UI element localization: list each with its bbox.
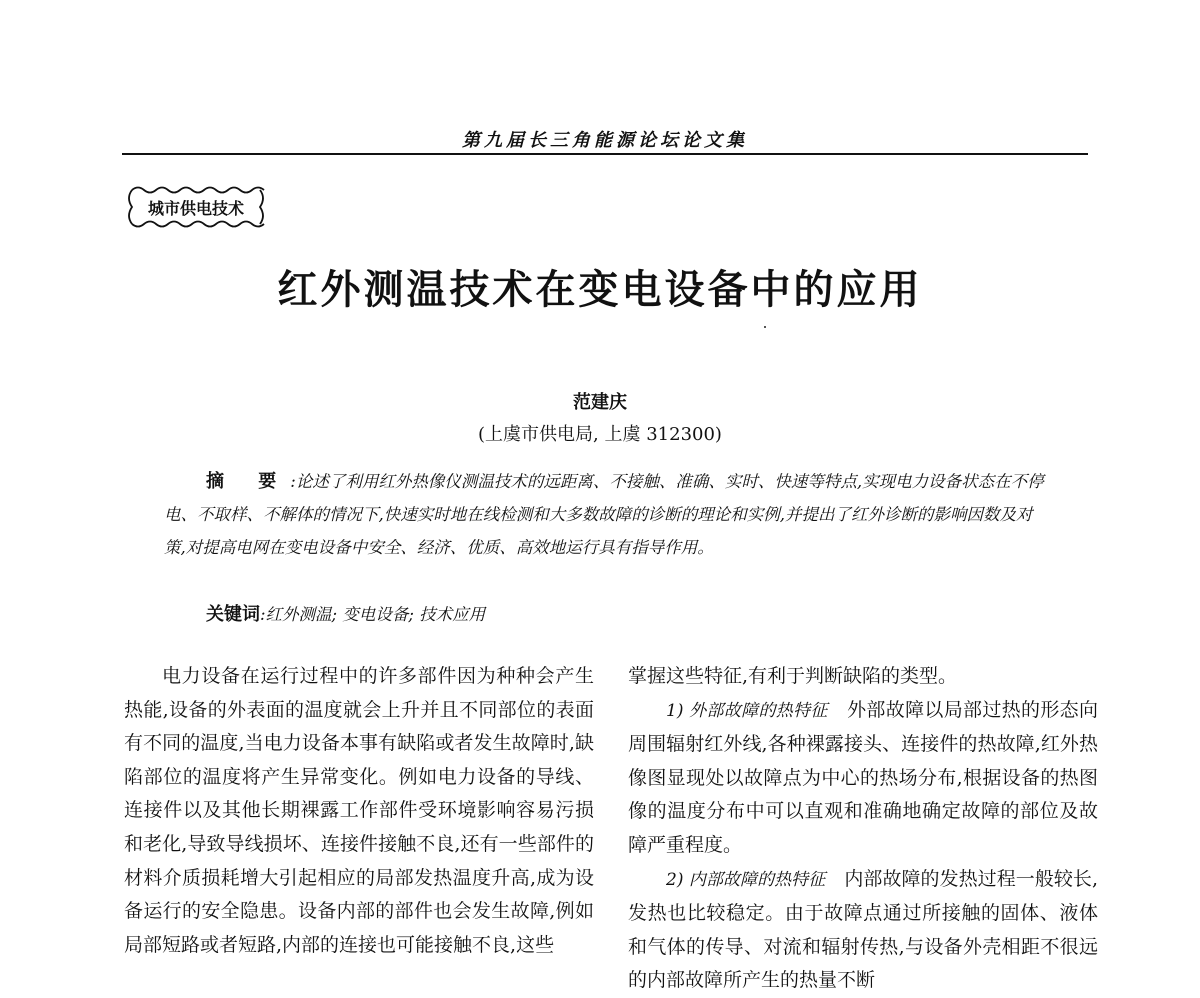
- body-column-right: [628, 660, 1098, 998]
- header-rule: [122, 153, 1088, 155]
- keywords-text: :红外测温; 变电设备; 技术应用: [260, 605, 486, 624]
- section-tag-label: 城市供电技术: [147, 199, 244, 218]
- body-column-left: [124, 660, 594, 962]
- abstract-label: 摘 要: [206, 471, 291, 492]
- fault-item-internal: [628, 863, 1098, 998]
- running-header: 第九届长三角能源论坛论文集: [462, 130, 748, 151]
- body-paragraph-continued: 掌握这些特征,有利于判断缺陷的类型。: [628, 665, 958, 687]
- scan-speck: [764, 326, 766, 328]
- fault-item-external-heading: 1) 外部故障的热特征: [666, 700, 828, 721]
- fault-item-external-text: 外部故障以局部过热的形态向周围辐射红外线,各种裸露接头、连接件的热故障,红外热像图显现处以故障点为中心的热场分布,根据设备的热图像的温度分布中可以直观和准确地确定故障的部位及故障严重程度。: [628, 698, 1098, 856]
- keywords: [206, 600, 1046, 626]
- author-name: 范建庆: [573, 392, 627, 413]
- section-tag: [124, 184, 268, 230]
- fault-item-internal-heading: 2) 内部故障的热特征: [666, 869, 826, 890]
- keywords-label: 关键词: [206, 604, 260, 625]
- abstract-text: :论述了利用红外热像仪测温技术的远距离、不接触、准确、实时、快速等特点,实现电力设备状态在不停电、不取样、不解体的情况下,快速实时地在线检测和大多数故障的诊断的理论和实例,并提出了红外诊断的影响因数及对策,对提高电网在变电设备中安全、经济、优质、高效地运行具有指导作用。: [164, 472, 1044, 557]
- fault-item-internal-text: 内部故障的发热过程一般较长,发热也比较稳定。由于故障点通过所接触的固体、液体和气体的传导、对流和辐射传热,与设备外壳相距不很远的内部故障所产生的热量不断: [628, 867, 1098, 992]
- paper-title: 红外测温技术在变电设备中的应用: [277, 267, 923, 313]
- author-affiliation: (上虞市供电局, 上虞 312300): [478, 424, 722, 445]
- fault-item-external: [628, 694, 1098, 863]
- body-paragraph-1: 电力设备在运行过程中的许多部件因为种种会产生热能,设备的外表面的温度就会上升并且不同部位的表面有不同的温度,当电力设备本事有缺陷或者发生故障时,缺陷部位的温度将产生异常变化。例如电力设备的导线、连接件以及其他长期裸露工作部件受环境影响容易污损和老化,导致导线损坏、连接件接触不良,还有一些部件的材料介质损耗增大引起相应的局部发热温度升高,成为设备运行的安全隐患。设备内部的部件也会发生故障,例如局部短路或者短路,内部的连接也可能接触不良,这些: [124, 665, 594, 956]
- abstract: [164, 465, 1044, 564]
